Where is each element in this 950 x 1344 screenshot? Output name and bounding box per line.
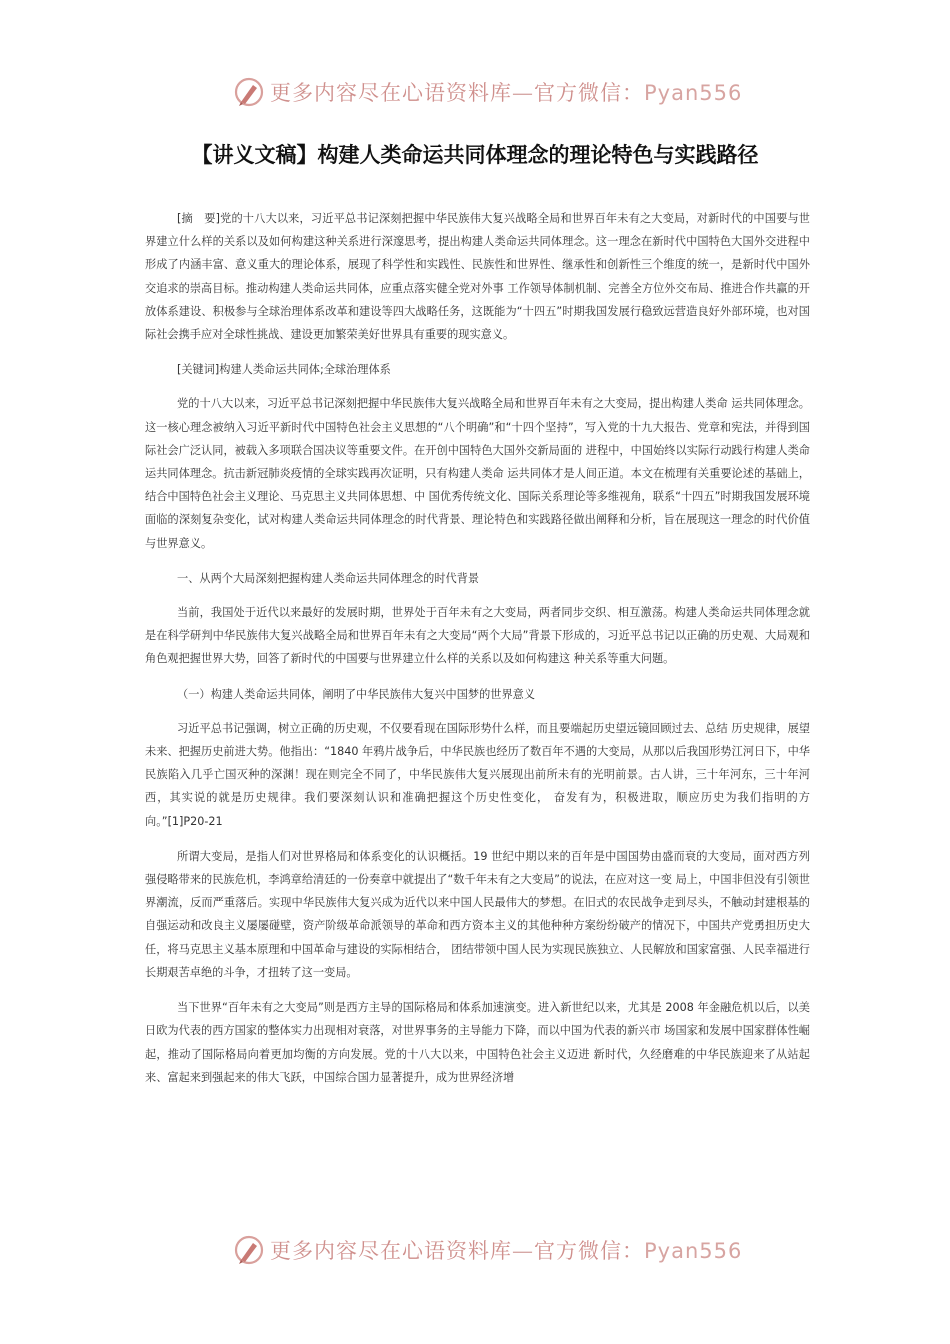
subsection1-heading: （一）构建人类命运共同体，阐明了中华民族伟大复兴中国梦的世界意义	[177, 687, 536, 701]
document-body	[145, 207, 810, 1101]
abstract-paragraph: [摘 要]党的十八大以来，习近平总书记深刻把握中华民族伟大复兴战略全局和世界百年未有之大变局，对新时代的中国要与世界建立什么样的关系以及如何构建这种关系进行深邃思考，提出构建人类命运共同体理念。这一理念在新时代中国特色大国外交进程中形成了内涵丰富、意义重大的理论体系，展现了科学性和实践性、民族性和世界性、继承性和创新性三个维度的统一，是新时代中国外交追求的崇高目标。推动构建人类命运共同体，应重点落实健全党对外事 工作领导体制机制、完善全方位外交布局、推进合作共赢的开放体系建设、积极参与全球治理体系改革和建设等四大战略任务，这既能为“十四五”时期我国发展行稳致远营造良好外部环境，也对国际社会携手应对全球性挑战、建设更加繁荣美好世界具有重要的现实意义。	[145, 212, 810, 342]
banner-dash: —	[512, 81, 534, 105]
current-world-paragraph: 当下世界“百年未有之大变局”则是西方主导的国际格局和体系加速演变。进入新世纪以来，尤其是 2008 年金融危机以后，以美日欧为代表的西方国家的整体实力出现相对衰落，对世界事务的主导能力下降，而以中国为代表的新兴市 场国家和发展中国家群体性崛起，推动了国际格局向着更加均衡的方向发展。党的十八大以来，中国特色社会主义迈进 新时代，久经磨难的中华民族迎来了从站起来、富起来到强起来的伟大飞跃，中国综合国力显著提升，成为世界经济增	[145, 1001, 810, 1084]
big-change-paragraph: 所谓大变局，是指人们对世界格局和体系变化的认识概括。19 世纪中期以来的百年是中国国势由盛而衰的大变局，面对西方列强侵略带来的民族危机，李鸿章给清廷的一份奏章中就提出了“数千年未有之大变局”的说法，在应对这一变 局上，中国非但没有引领世界潮流，反而严重落后。实现中华民族伟大复兴成为近代以来中国人民最伟大的梦想。在旧式的农民战争走到尽头，不触动封建根基的自强运动和改良主义屡屡碰壁，资产阶级革命派领导的革命和西方资本主义的其他种种方案纷纷破产的情况下，中国共产党勇担历史大任，将马克思主义基本原理和中国革命与建设的实际相结合， 团结带领中国人民为实现民族独立、人民解放和国家富强、人民幸福进行长期艰苦卓绝的斗争，才扭转了这一变局。	[145, 849, 810, 979]
footer-banner	[0, 1228, 950, 1272]
banner-wechat-label: 官方微信：	[534, 81, 644, 105]
banner-slogan: 更多内容尽在心语资料库	[270, 81, 512, 105]
quote-paragraph: 习近平总书记强调，树立正确的历史观，不仅要看现在国际形势什么样，而且要端起历史望远镜回顾过去、总结 历史规律，展望未来、把握历史前进大势。他指出：“1840 年鸦片战争后，中华民族也经历了数百年不遇的大变局，从那以后我国形势江河日下，中华民族陷入几乎亡国灭种的深渊！现在则完全不同了，中华民族伟大复兴展现出前所未有的光明前景。古人讲，三十年河东，三十年河西，其实说的就是历史规律。我们要深刻认识和准确把握这个历史性变化， 奋发有为，积极进取，顺应历史为我们指明的方向。”[1]P20-21	[145, 721, 810, 828]
section1-heading: 一、从两个大局深刻把握构建人类命运共同体理念的时代背景	[177, 571, 480, 585]
banner-text	[270, 1235, 742, 1265]
banner-text	[270, 77, 742, 107]
pen-logo-icon	[232, 1233, 266, 1267]
section1-paragraph: 当前，我国处于近代以来最好的发展时期，世界处于百年未有之大变局，两者同步交织、相互激荡。构建人类命运共同体理念就是在科学研判中华民族伟大复兴战略全局和世界百年未有之大变局“两个大局”背景下形成的，习近平总书记以正确的历史观、大局观和角色观把握世界大势，回答了新时代的中国要与世界建立什么样的关系以及如何构建这 种关系等重大问题。	[145, 606, 810, 666]
banner-slogan: 更多内容尽在心语资料库	[270, 1239, 512, 1263]
banner-wechat-label: 官方微信：	[534, 1239, 644, 1263]
intro-paragraph: 党的十八大以来，习近平总书记深刻把握中华民族伟大复兴战略全局和世界百年未有之大变局，提出构建人类命 运共同体理念。这一核心理念被纳入习近平新时代中国特色社会主义思想的“八个明确”和“十四个坚持”，写入党的十九大报告、党章和宪法，并得到国际社会广泛认同，被载入多项联合国决议等重要文件。在开创中国特色大国外交新局面的 进程中，中国始终以实际行动践行构建人类命运共同体理念。抗击新冠肺炎疫情的全球实践再次证明，只有构建人类命 运共同体才是人间正道。本文在梳理有关重要论述的基础上，结合中国特色社会主义理论、马克思主义共同体思想、中 国优秀传统文化、国际关系理论等多维视角，联系“十四五”时期我国发展环境面临的深刻复杂变化，试对构建人类命运共同体理念的时代背景、理论特色和实践路径做出阐释和分析，旨在展现这一理念的时代价值与世界意义。	[145, 397, 810, 550]
banner-content	[232, 74, 742, 110]
banner-dash: —	[512, 1239, 534, 1263]
banner-wechat-id: Pyan556	[644, 81, 743, 105]
header-banner	[0, 70, 950, 114]
keywords-paragraph: [关键词]构建人类命运共同体;全球治理体系	[177, 363, 391, 377]
banner-wechat-id: Pyan556	[644, 1239, 743, 1263]
banner-content	[232, 1232, 742, 1268]
document-title: 【讲义文稿】构建人类命运共同体理念的理论特色与实践路径	[191, 143, 759, 167]
pen-logo-icon	[232, 75, 266, 109]
